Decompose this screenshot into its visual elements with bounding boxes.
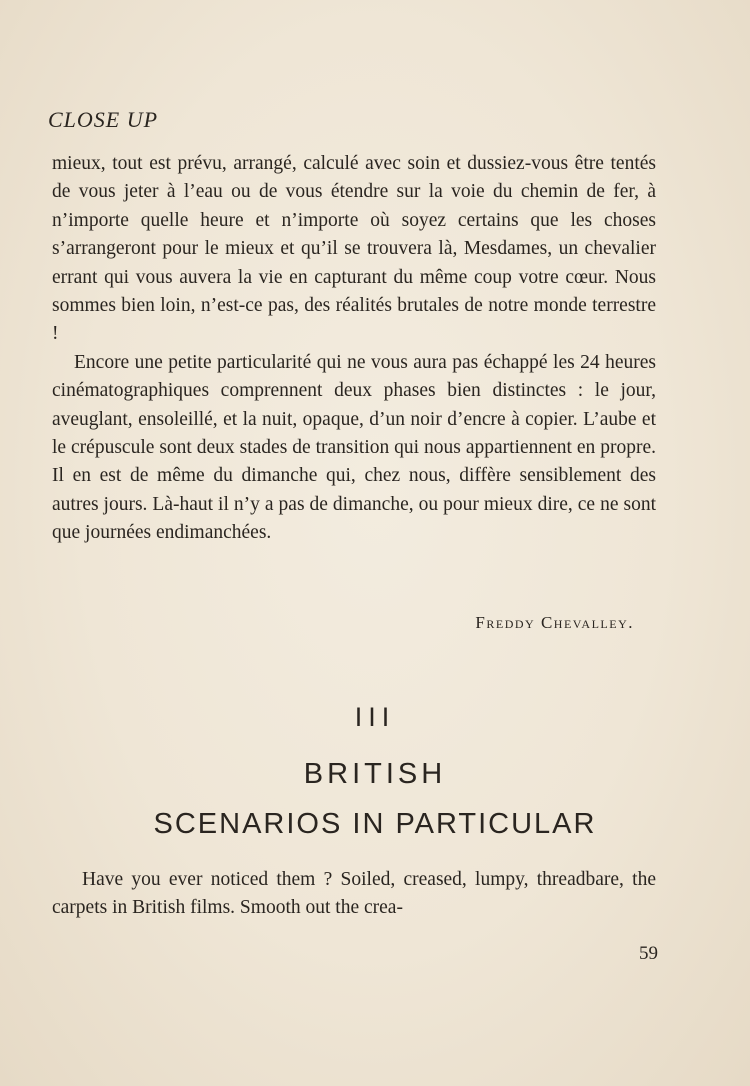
section-title: BRITISH	[303, 758, 447, 790]
section-subtitle: SCENARIOS IN PARTICULAR	[153, 808, 597, 840]
paragraph: Encore une petite particularité qui ne vous aura pas échappé les 24 heures cinématographiques comprennent deux phases bien distinctes : le jour, aveuglant, ensoleillé, et la nuit, opaque, d’un noir d’encre à copier. L’aube et le crépuscule sont deux stades de transition qui nous appartiennent en propre. Il en est de même du dimanche qui, chez nous, diffère sensiblement des autres jours. Là-haut il n’y a pas de dimanche, ou pour mieux dire, ce ne sont que journées endimanchées.	[52, 351, 656, 544]
section-number: III	[354, 702, 396, 732]
page-number: 59	[639, 943, 658, 964]
section-body	[52, 866, 656, 923]
paragraph: mieux, tout est prévu, arrangé, calculé avec soin et dussiez-vous être tentés de vous jeter à l’eau ou de vous étendre sur la voie du chemin de fer, à n’importe quelle heure et n’importe où soyez certains que les choses s’arrangeront pour le mieux et qu’il se trouvera là, Mesdames, un chevalier errant qui vous auvera la vie en capturant du même coup votre cœur. Nous sommes bien loin, n’est-ce pas, des réalités brutales de notre monde terrestre !	[52, 153, 656, 345]
running-header: CLOSE UP	[48, 107, 159, 132]
article-body	[52, 150, 656, 548]
author-signature: Freddy Chevalley.	[475, 613, 634, 632]
paragraph: Have you ever noticed them ? Soiled, creased, lumpy, threadbare, the carpets in British films. Smooth out the crea-	[52, 869, 656, 919]
